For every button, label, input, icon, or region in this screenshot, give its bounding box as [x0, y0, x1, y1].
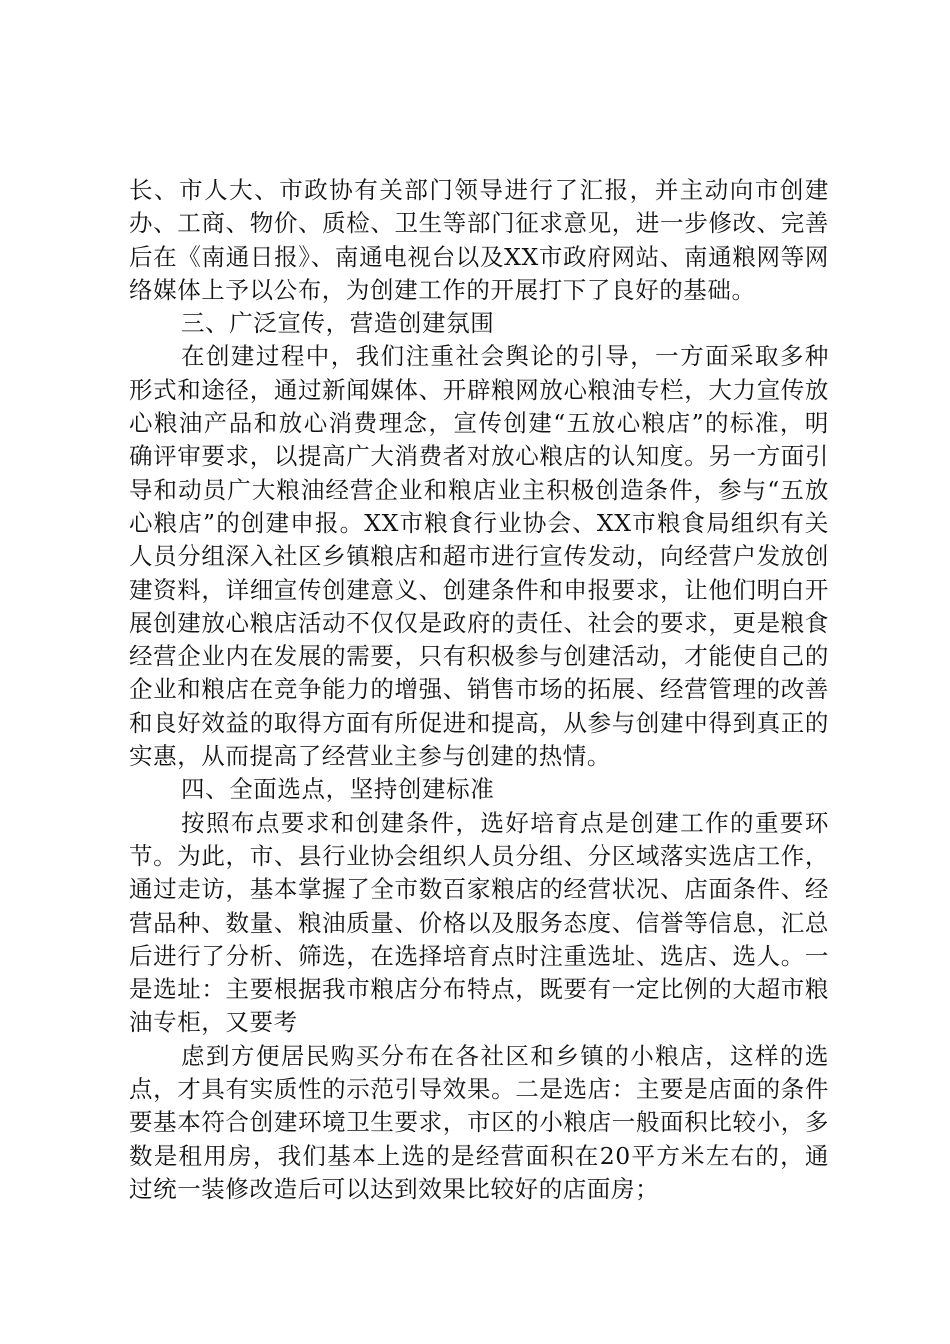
paragraph-site-selection: 按照布点要求和创建条件，选好培育点是创建工作的重要环节。为此，市、县行业协会组织人员分组、分区域落实选店工作，通过走访，基本掌握了全市数百家粮店的经营状况、店面条件、经营品种、数量、粮油质量、价格以及服务态度、信誉等信息，汇总后进行了分析、筛选，在选择培育点时注重选址、选店、选人。一是选址：主要根据我市粮店分布特点，既要有一定比例的大超市粮油专柜，又要考: [129, 808, 829, 1037]
paragraph-publicity: 在创建过程中，我们注重社会舆论的引导，一方面采取多种形式和途径，通过新闻媒体、开辟粮网放心粮油专栏，大力宣传放心粮油产品和放心消费理念，宣传创建“五放心粮店”的标准，明确评审要求，以提高广大消费者对放心粮店的认知度。另一方面引导和动员广大粮油经营企业和粮店业主积极创造条件，参与“五放心粮店”的创建申报。XX市粮食行业协会、XX市粮食局组织有关人员分组深入社区乡镇粮店和超市进行宣传发动，向经营户发放创建资料，详细宣传创建意义、创建条件和申报要求，让他们明白开展创建放心粮店活动不仅仅是政府的责任、社会的要求，更是粮食经营企业内在发展的需要，只有积极参与创建活动，才能使自己的企业和粮店在竞争能力的增强、销售市场的拓展、经营管理的改善和良好效益的取得方面有所促进和提高，从参与创建中得到真正的实惠，从而提高了经营业主参与创建的热情。: [129, 342, 829, 771]
paragraph-continuation: 长、市人大、市政协有关部门领导进行了汇报，并主动向市创建办、工商、物价、质检、卫生等部门征求意见，进一步修改、完善后在《南通日报》、南通电视台以及XX市政府网站、南通粮网等网络媒体上予以公布，为创建工作的开展打下了良好的基础。: [129, 176, 829, 304]
paragraph-store-selection: 虑到方便居民购买分布在各社区和乡镇的小粮店，这样的选点，才具有实质性的示范引导效果。二是选店：主要是店面的条件要基本符合创建环境卫生要求，市区的小粮店一般面积比较小，多数是租用房，我们基本上选的是经营面积在20平方米左右的，通过统一装修改造后可以达到效果比较好的店面房；: [129, 1041, 829, 1203]
section-heading-4: 四、全面选点，坚持创建标准: [181, 775, 495, 804]
section-heading-3: 三、广泛宣传，营造创建氛围: [181, 309, 495, 338]
document-body: [129, 174, 829, 1206]
